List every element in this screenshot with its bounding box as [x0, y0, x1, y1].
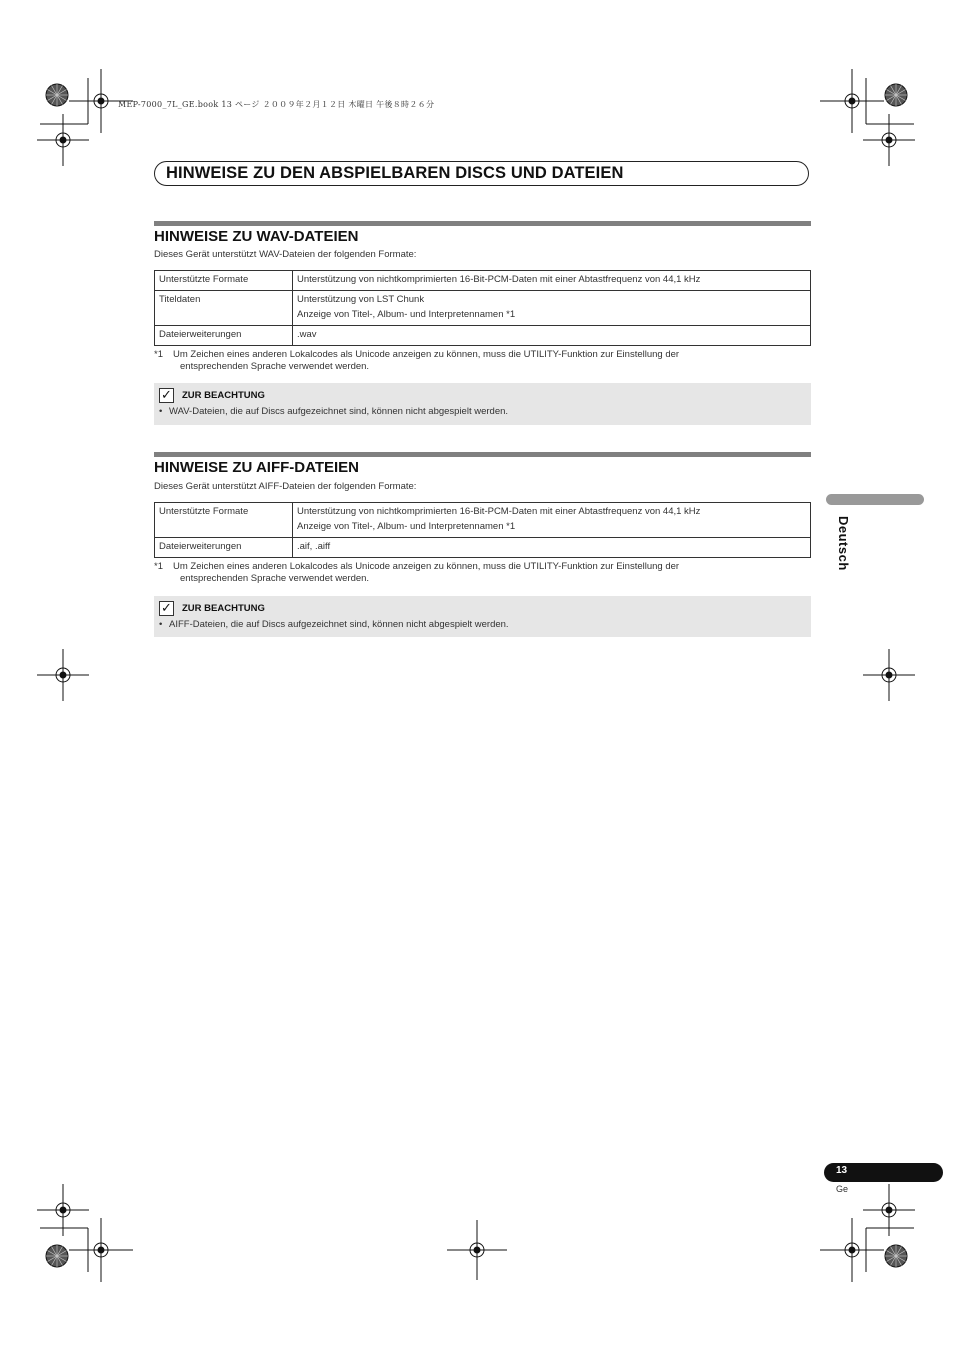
wav-section-bar	[154, 221, 811, 226]
print-header: MEP-7000_7L_GE.book 13 ページ ２００９年２月１２日 木曜日 午後８時２６分	[118, 100, 435, 109]
crop-registration-mark	[37, 114, 89, 166]
crop-registration-mark	[37, 649, 89, 701]
note-item: • AIFF-Dateien, die auf Discs aufgezeichnet sind, können nicht abgespielt werden.	[159, 619, 509, 630]
language-tab: Deutsch	[836, 516, 851, 571]
chapter-title: HINWEISE ZU DEN ABSPIELBAREN DISCS UND DATEIEN	[166, 164, 624, 182]
check-icon: ✓	[159, 388, 174, 403]
note-item: • WAV-Dateien, die auf Discs aufgezeichnet sind, können nicht abgespielt werden.	[159, 406, 509, 417]
table-row	[155, 326, 811, 346]
table-cell-label: Dateierweiterungen	[155, 326, 293, 346]
table-cell-value: .aif, .aiff	[293, 538, 811, 558]
note-label: ZUR BEACHTUNG	[182, 603, 265, 614]
table-cell-label: Unterstützte Formate	[155, 503, 293, 538]
check-icon: ✓	[159, 601, 174, 616]
note-label: ZUR BEACHTUNG	[182, 390, 265, 401]
table-cell-value: Unterstützung von nichtkomprimierten 16-Bit-PCM-Daten mit einer Abtastfrequenz von 44,1 kHz	[293, 271, 811, 291]
aiff-section-title: HINWEISE ZU AIFF-DATEIEN	[154, 459, 359, 476]
page-language-code: Ge	[836, 1184, 849, 1194]
table-row	[155, 271, 811, 291]
table-cell-value: Unterstützung von LST Chunk Anzeige von Titel-, Album- und Interpretennamen *1	[293, 291, 811, 326]
aiff-note-box	[154, 596, 811, 637]
aiff-footnote: *1 Um Zeichen eines anderen Lokalcodes als Unicode anzeigen zu können, muss die UTILITY-Funktion zur Einstellung der entsprechenden Sprache verwendet werden.	[154, 561, 680, 584]
table-cell-label: Unterstützte Formate	[155, 271, 293, 291]
table-cell-label: Dateierweiterungen	[155, 538, 293, 558]
color-wheel-mark	[885, 1245, 907, 1267]
color-wheel-mark	[46, 84, 68, 106]
aiff-intro: Dieses Gerät unterstützt AIFF-Dateien der folgenden Formate:	[154, 481, 417, 492]
table-cell-label: Titeldaten	[155, 291, 293, 326]
aiff-format-table	[154, 502, 811, 558]
table-row	[155, 503, 811, 538]
wav-footnote: *1 Um Zeichen eines anderen Lokalcodes als Unicode anzeigen zu können, muss die UTILITY-Funktion zur Einstellung der entsprechenden Sprache verwendet werden.	[154, 349, 680, 372]
crop-registration-mark	[447, 1220, 507, 1280]
wav-intro: Dieses Gerät unterstützt WAV-Dateien der folgenden Formate:	[154, 249, 417, 260]
crop-registration-mark	[863, 649, 915, 701]
table-cell-value: .wav	[293, 326, 811, 346]
color-wheel-mark	[885, 84, 907, 106]
aiff-section-bar	[154, 452, 811, 457]
language-tab-bar	[826, 494, 924, 505]
crop-registration-mark	[863, 114, 915, 166]
wav-format-table	[154, 270, 811, 346]
wav-section-title: HINWEISE ZU WAV-DATEIEN	[154, 228, 359, 245]
table-row	[155, 291, 811, 326]
color-wheel-mark	[46, 1245, 68, 1267]
page-number: 13	[836, 1165, 848, 1176]
crop-registration-mark	[820, 69, 884, 133]
table-row	[155, 538, 811, 558]
table-cell-value: Unterstützung von nichtkomprimierten 16-Bit-PCM-Daten mit einer Abtastfrequenz von 44,1 kHz Anzeige von Titel-, Album- und Interpretennamen *1	[293, 503, 811, 538]
wav-note-box	[154, 383, 811, 425]
